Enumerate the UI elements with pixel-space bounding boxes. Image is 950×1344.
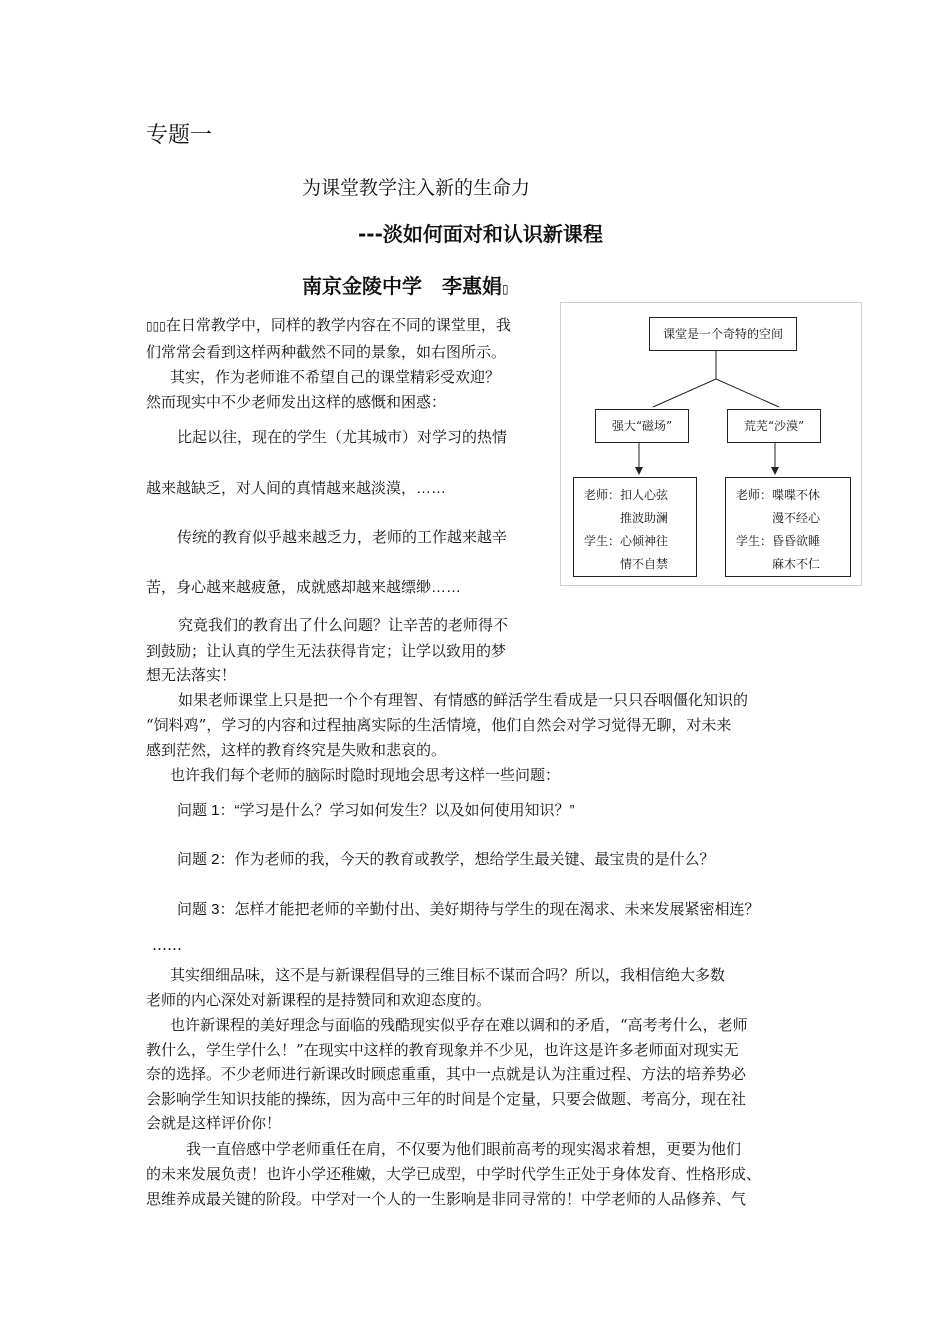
paragraph-7-line-1: 也许新课程的美好理念与面临的残酷现实似乎存在难以调和的矛盾，“高考考什么，老师 [170, 1016, 748, 1034]
paragraph-8-line-3: 思维养成最关键的阶段。中学对一个人的一生影响是非同寻常的！中学老师的人品修养、气 [146, 1190, 747, 1208]
paragraph-7-line-4: 会影响学生知识技能的操练，因为高中三年的时间是个定量，只要会做题、考高分，现在社 [146, 1090, 747, 1108]
right-arrow-head [771, 467, 779, 475]
classroom-diagram [560, 302, 862, 586]
diagram-left-detail: 老师：扣人心弦 推波助澜 学生：心倾神往 情不自禁 [573, 477, 697, 577]
paragraph-7-line-2: 教什么，学生学什么！”在现实中这样的教育现象并不少见，也许这是许多老师面对现实无 [146, 1041, 739, 1059]
author-name: 南京金陵中学 李惠娟 [302, 274, 502, 298]
paragraph-3-line-2: 到鼓励；让认真的学生无法获得肯定；让学以致用的梦 [146, 642, 507, 660]
paragraph-marks: ▯▯▯ [146, 319, 166, 333]
diagram-right-node: 荒芜“沙漠” [727, 409, 821, 443]
quote-2-line-2: 苦，身心越来越疲惫，成就感却越来越缥缈…… [146, 579, 462, 596]
branch-left-line [653, 379, 716, 407]
question-2: 问题 2：作为老师的我，今天的教育或教学，想给学生最关键、最宝贵的是什么？ [177, 851, 715, 868]
left-arrow-head [635, 467, 643, 475]
questions-ellipsis: …… [152, 936, 182, 954]
diagram-root-node: 课堂是一个奇特的空间 [649, 317, 797, 351]
paragraph-7-line-3: 奈的选择。不少老师进行新课改时顾虑重重，其中一点就是认为注重过程、方法的培养势必 [146, 1065, 747, 1083]
paragraph-3-line-1: 究竟我们的教育出了什么问题？让辛苦的老师得不 [178, 616, 509, 634]
question-3: 问题 3：怎样才能把老师的辛勤付出、美好期待与学生的现在渴求、未来发展紧密相连？ [177, 901, 760, 918]
paragraph-4-line-2: “饲料鸡”，学习的内容和过程抽离实际的生活情境，他们自然会对学习觉得无聊，对未来 [146, 716, 732, 734]
page-subtitle: ---淡如何面对和认识新课程 [358, 222, 603, 246]
diagram-left-node: 强大“磁场” [595, 409, 689, 443]
page-title: 为课堂教学注入新的生命力 [302, 178, 531, 199]
diagram-right-detail: 老师：喋喋不休 漫不经心 学生：昏昏欲睡 麻木不仁 [725, 477, 851, 577]
paragraph-5-line-1: 也许我们每个老师的脑际时隐时现地会思考这样一些问题： [170, 766, 561, 784]
paragraph-6-line-2: 老师的内心深处对新课程的是持赞同和欢迎态度的。 [146, 991, 492, 1009]
section-heading: 专题一 [146, 123, 213, 148]
paragraph-1-line-2: 们常常会看到这样两种截然不同的景象，如右图所示。 [146, 343, 507, 361]
paragraph-2-line-1: 其实，作为老师谁不希望自己的课堂精彩受欢迎？ [170, 368, 501, 386]
paragraph-1-line-1: ▯▯▯在日常教学中，同样的教学内容在不同的课堂里，我 [146, 316, 511, 334]
quote-2-line-1: 传统的教育似乎越来越乏力，老师的工作越来越辛 [177, 529, 508, 546]
author-line [302, 270, 509, 299]
paragraph-3-line-3: 想无法落实！ [146, 666, 237, 684]
question-1: 问题 1：“学习是什么？学习如何发生？以及如何使用知识？” [177, 802, 575, 819]
paragraph-6-line-1: 其实细细品味，这不是与新课程倡导的三维目标不谋而合吗？所以，我相信绝大多数 [170, 966, 726, 984]
paragraph-4-line-3: 感到茫然，这样的教育终究是失败和悲哀的。 [146, 741, 447, 759]
quote-1-line-2: 越来越缺乏，对人间的真情越来越淡漠，…… [146, 480, 447, 497]
paragraph-8-line-1: 我一直倍感中学老师重任在肩，不仅要为他们眼前高考的现实渴求着想，更要为他们 [186, 1140, 742, 1158]
paragraph-7-line-5: 会就是这样评价你！ [146, 1114, 282, 1132]
paragraph-8-line-2: 的未来发展负责！也许小学还稚嫩，大学已成型，中学时代学生正处于身体发育、性格形成、 [146, 1165, 762, 1183]
author-mark: ▯ [502, 282, 509, 296]
paragraph-4-line-1: 如果老师课堂上只是把一个个有理智、有情感的鲜活学生看成是一只只吞咽僵化知识的 [178, 691, 749, 709]
branch-right-line [716, 379, 779, 407]
quote-1-line-1: 比起以往，现在的学生（尤其城市）对学习的热情 [177, 429, 508, 446]
paragraph-2-line-2: 然而现实中不少老师发出这样的感慨和困惑： [146, 393, 447, 411]
